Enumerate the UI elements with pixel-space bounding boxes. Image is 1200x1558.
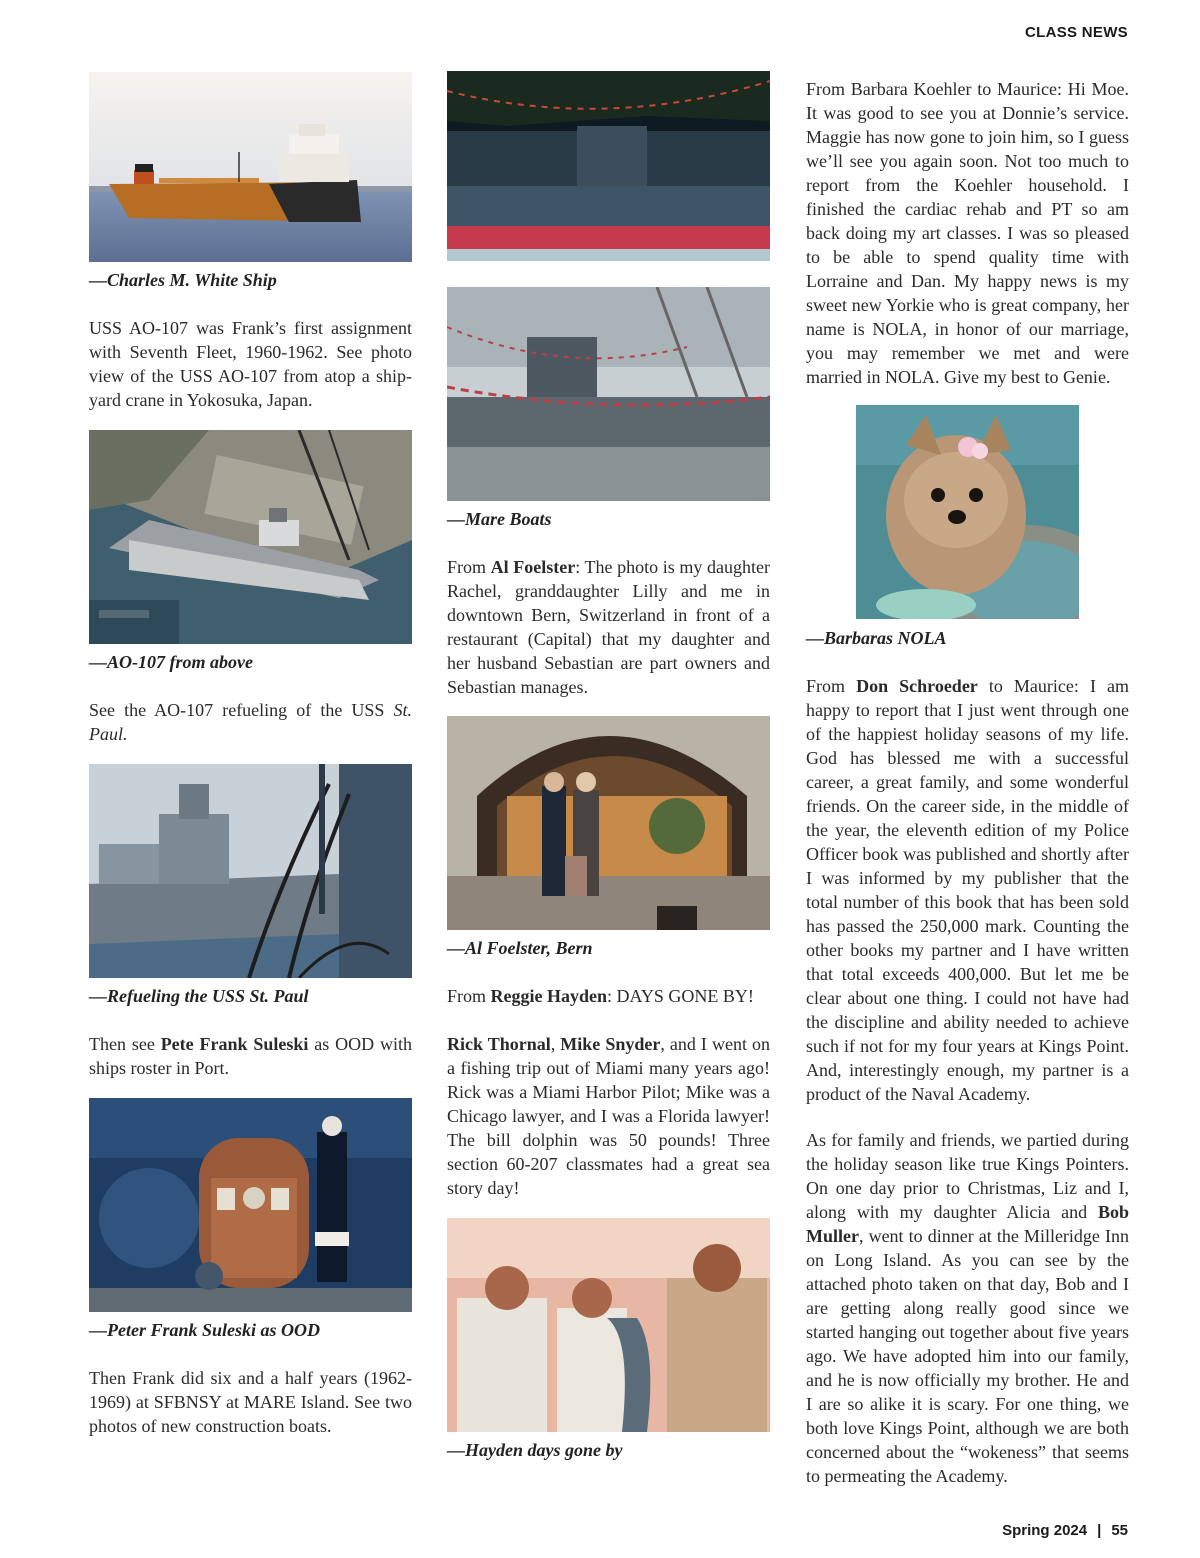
photo-charles-white-ship	[89, 72, 412, 262]
page-footer	[1002, 1522, 1128, 1539]
reggie-text-pre: From	[447, 986, 491, 1006]
photo-peter-frank-suleski	[89, 1098, 412, 1312]
don-text-post: to Maurice: I am happy to report that I just went through one of the happiest holiday seasons of my life. God has blessed me with a successful career, a great family, and some wonderful friends. On the career side, in the middle of the year, the eleventh edition of my Police Officer book was published and shortly after I was informed by my publisher that the total number of this book that has been sold has passed the 250,000 mark. Counting the other books my partner and I have written that total exceeds 400,000. But let me be clear about one thing. I could not have had the discipline and ability needed to achieve such if not for my four years at Kings Point. And, interestingly enough, my partner is a product of the Naval Academy.	[806, 676, 1129, 1104]
photo-nola-yorkie	[856, 405, 1079, 619]
photo-hayden-fishing	[447, 1218, 770, 1432]
family-text-post: , went to dinner at the Milleridge Inn on Long Island. As you can see by the attached photo taken on that day, Bob and I are getting along really good since we started hanging out together about five years ago. We have adopted him into our family, and he is now officially my brother. He and I are so alike it is scary. For one thing, we both love Kings Point, although we are both concerned about the “wokeness” that seems to permeating the Academy.	[806, 1226, 1129, 1486]
refuel-text: See the AO-107 refueling of the USS	[89, 700, 394, 720]
paragraph-ao107-assignment: USS AO-107 was Frank’s first assignment with Seventh Fleet, 1960-1962. See photo view of the USS AO-107 from atop a shipyard crane in Yokosuka, Japan.	[89, 318, 412, 410]
don-text-pre: From	[806, 676, 857, 696]
rick-name: Rick Thornal	[447, 1034, 551, 1054]
issue-label: Spring 2024	[1002, 1522, 1088, 1539]
fishing-text: , and I went on a fishing trip out of Miami many years ago! Rick was a Miami Harbor Pilot; Mike was a Chicago lawyer, and I was a Florida lawyer! The bill dolphin was 50 pounds! Three section 60-207 classmates had a great sea story day!	[447, 1034, 770, 1198]
footer-separator: |	[1097, 1522, 1102, 1539]
page-number: 55	[1111, 1522, 1128, 1539]
caption-hayden-days: —Hayden days gone by	[447, 1440, 623, 1460]
caption-refueling-st-paul: —Refueling the USS St. Paul	[89, 986, 309, 1006]
paragraph-family-friends	[806, 1128, 1129, 1488]
paragraph-fishing-trip	[447, 1032, 770, 1200]
paragraph-reggie-hayden	[447, 984, 770, 1008]
reggie-text-post: : DAYS GONE BY!	[607, 986, 754, 1006]
reggie-name: Reggie Hayden	[490, 986, 608, 1006]
ood-text-post: as OOD with ships roster in Port.	[89, 1034, 412, 1078]
ood-name: Pete Frank Suleski	[160, 1034, 309, 1054]
caption-barbaras-nola: —Barbaras NOLA	[806, 628, 947, 648]
caption-peter-frank-suleski: —Peter Frank Suleski as OOD	[89, 1320, 321, 1340]
photo-mare-boat-642	[447, 287, 770, 501]
rick-comma: ,	[550, 1034, 561, 1054]
photo-refueling-st-paul	[89, 764, 412, 978]
family-text-pre: As for family and friends, we partied during the holiday season like true Kings Pointers. On one day prior to Christmas, Liz and I, along with my daughter Alicia and	[806, 1130, 1129, 1222]
paragraph-ood	[89, 1032, 412, 1080]
bob-muller-name: Bob Muller	[806, 1202, 1129, 1246]
paragraph-barbara-koehler: From Barbara Koehler to Maurice: Hi Moe. It was good to see you at Donnie’s service. Maggie has now gone to join him, so I guess we’ll see you again soon. Not too much to report from the Koehler household. I finished the cardiac rehab and PT so am back doing my art classes. I was so pleased to be able to spend quality time with Lorraine and Dan. My happy news is my sweet new Yorkie who is great company, her name is NOLA, in honor of our marriage, you may remember we met and were married in NOLA. Give my best to Genie.	[806, 79, 1129, 387]
photo-ao107-from-above	[89, 430, 412, 644]
paragraph-mare-island: Then Frank did six and a half years (1962-1969) at SFBNSY at MARE Island. See two photos of new construction boats.	[89, 1368, 412, 1436]
photo-al-foelster-bern	[447, 716, 770, 930]
don-name: Don Schroeder	[856, 676, 978, 696]
al-name: Al Foelster	[490, 557, 576, 577]
paragraph-don-schroeder	[806, 674, 1129, 1106]
section-label: CLASS NEWS	[1024, 24, 1128, 41]
caption-al-foelster-bern: —Al Foelster, Bern	[447, 938, 593, 958]
caption-charles-white-ship: —Charles M. White Ship	[89, 270, 277, 290]
refuel-ship-name: St. Paul.	[89, 700, 412, 744]
photo-mare-boat-1	[447, 71, 770, 261]
al-text-post: : The photo is my daughter Rachel, granddaughter Lilly and me in downtown Bern, Switzerland in front of a restaurant (Capital) that my daughter and her husband Sebastian are part owners and Sebastian manages.	[447, 557, 770, 697]
al-text-pre: From	[447, 557, 491, 577]
ood-text-pre: Then see	[89, 1034, 161, 1054]
caption-ao107-from-above: —AO-107 from above	[89, 652, 253, 672]
mike-name: Mike Snyder	[560, 1034, 661, 1054]
caption-mare-boats: —Mare Boats	[447, 509, 552, 529]
paragraph-al-foelster	[447, 555, 770, 699]
paragraph-refueling	[89, 698, 412, 746]
